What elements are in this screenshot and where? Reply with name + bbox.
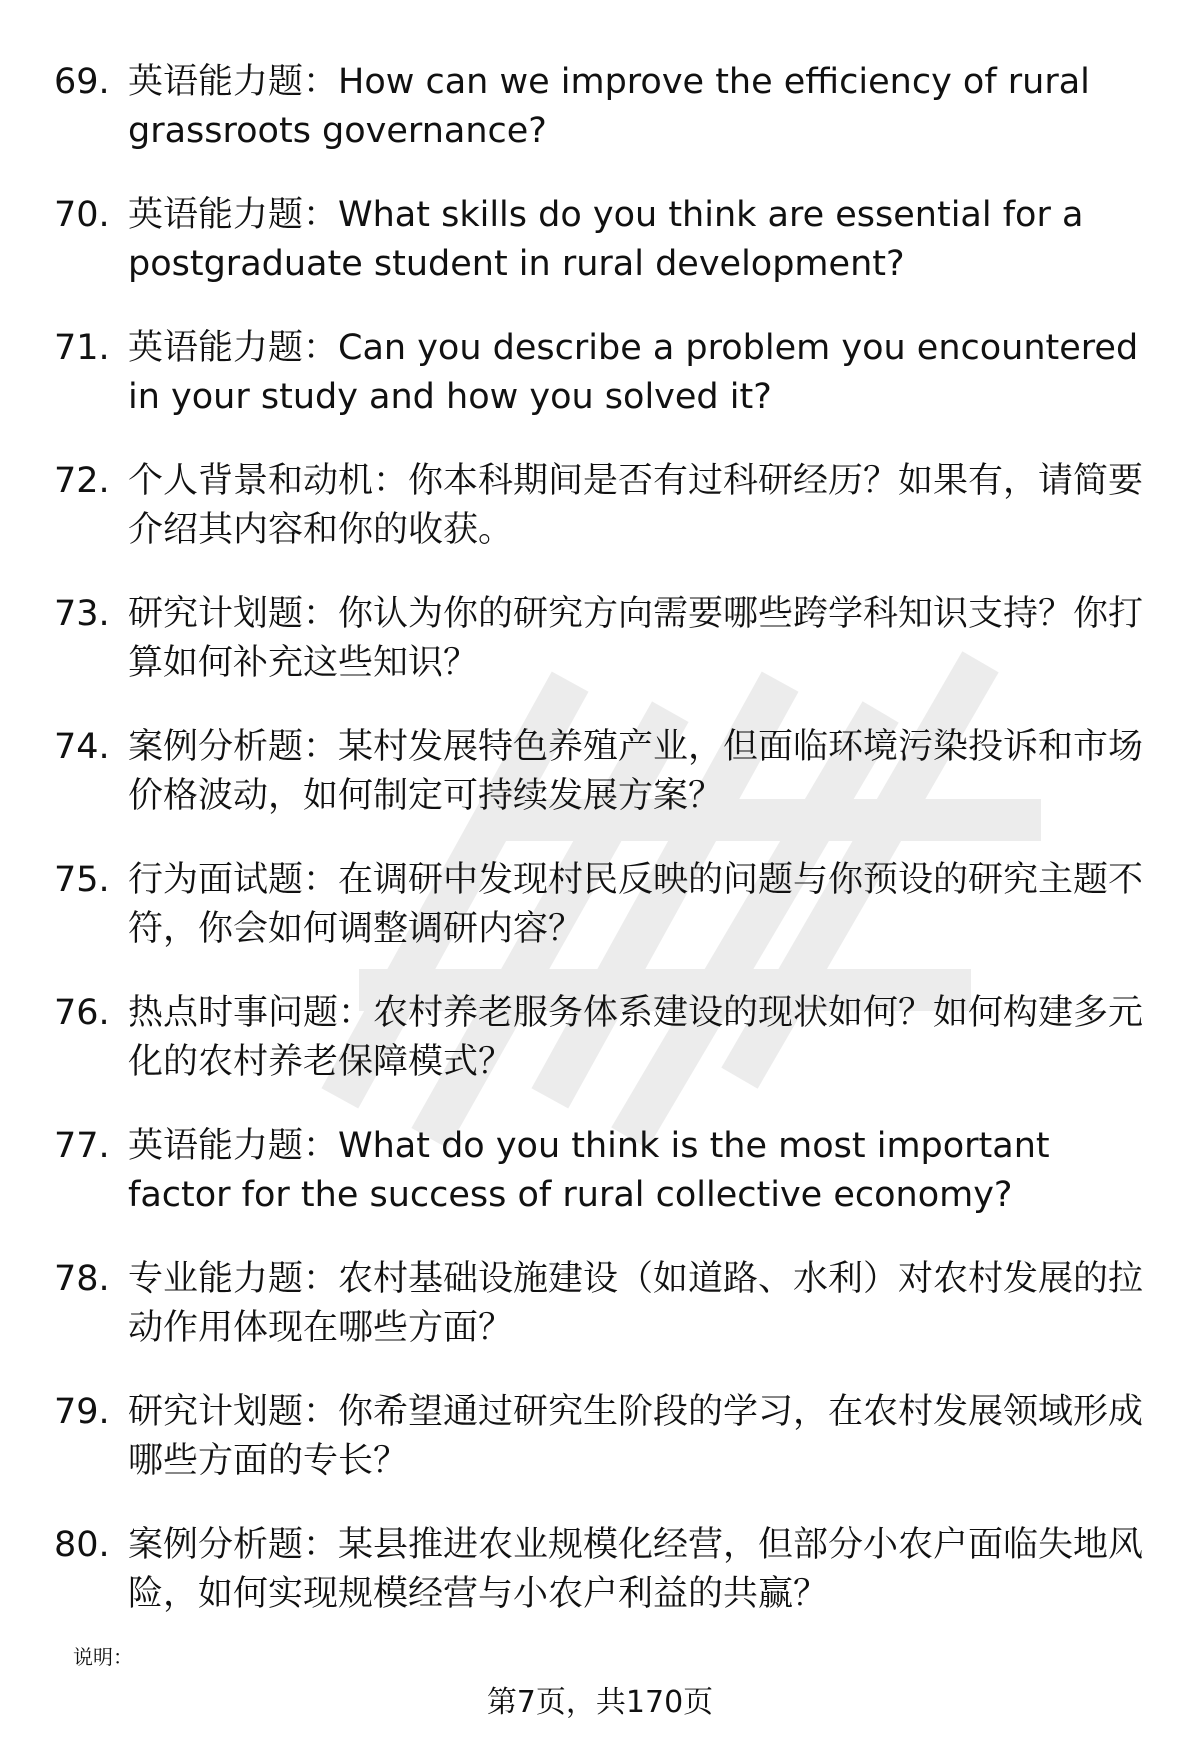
- question-text: 专业能力题：农村基础设施建设（如道路、水利）对农村发展的拉动作用体现在哪些方面？: [128, 1259, 1144, 1348]
- question-number: 80.: [54, 1525, 110, 1565]
- question-item: [54, 324, 1144, 457]
- question-item: [54, 1122, 1144, 1255]
- question-text: 个人背景和动机：你本科期间是否有过科研经历？如果有，请简要介绍其内容和你的收获。: [128, 461, 1144, 550]
- note-label: 说明：: [73, 1645, 133, 1669]
- question-number: 70.: [54, 195, 110, 235]
- question-item: [54, 1255, 1144, 1388]
- question-list: [54, 58, 1144, 1654]
- question-text: 案例分析题：某村发展特色养殖产业，但面临环境污染投诉和市场价格波动，如何制定可持续发展方案？: [128, 727, 1144, 816]
- question-number: 71.: [54, 328, 110, 368]
- question-item: [54, 723, 1144, 856]
- question-text: 英语能力题：What do you think is the most important factor for the success of rural collective economy?: [128, 1126, 1050, 1215]
- question-item: [54, 1388, 1144, 1521]
- question-text: 案例分析题：某县推进农业规模化经营，但部分小农户面临失地风险，如何实现规模经营与小农户利益的共赢？: [128, 1525, 1144, 1614]
- question-number: 76.: [54, 993, 110, 1033]
- question-item: [54, 590, 1144, 723]
- question-number: 69.: [54, 62, 110, 102]
- question-item: [54, 58, 1144, 191]
- question-text: 英语能力题：What skills do you think are essential for a postgraduate student in rural development?: [128, 195, 1084, 284]
- page-number: 第7页，共170页: [486, 1685, 714, 1720]
- question-item: [54, 457, 1144, 590]
- question-number: 77.: [54, 1126, 110, 1166]
- question-text: 研究计划题：你希望通过研究生阶段的学习，在农村发展领域形成哪些方面的专长？: [128, 1392, 1144, 1481]
- question-text: 热点时事问题：农村养老服务体系建设的现状如何？如何构建多元化的农村养老保障模式？: [128, 993, 1144, 1082]
- question-item: [54, 191, 1144, 324]
- question-number: 75.: [54, 860, 110, 900]
- question-number: 74.: [54, 727, 110, 767]
- question-text: 行为面试题：在调研中发现村民反映的问题与你预设的研究主题不符，你会如何调整调研内容？: [128, 860, 1144, 949]
- question-number: 78.: [54, 1259, 110, 1299]
- question-text: 英语能力题：How can we improve the efficiency of rural grassroots governance?: [128, 62, 1090, 151]
- question-text: 英语能力题：Can you describe a problem you encountered in your study and how you solved it?: [128, 328, 1139, 417]
- question-number: 73.: [54, 594, 110, 634]
- question-text: 研究计划题：你认为你的研究方向需要哪些跨学科知识支持？你打算如何补充这些知识？: [128, 594, 1144, 683]
- question-number: 79.: [54, 1392, 110, 1432]
- question-item: [54, 989, 1144, 1122]
- question-item: [54, 856, 1144, 989]
- question-number: 72.: [54, 461, 110, 501]
- question-item: [54, 1521, 1144, 1654]
